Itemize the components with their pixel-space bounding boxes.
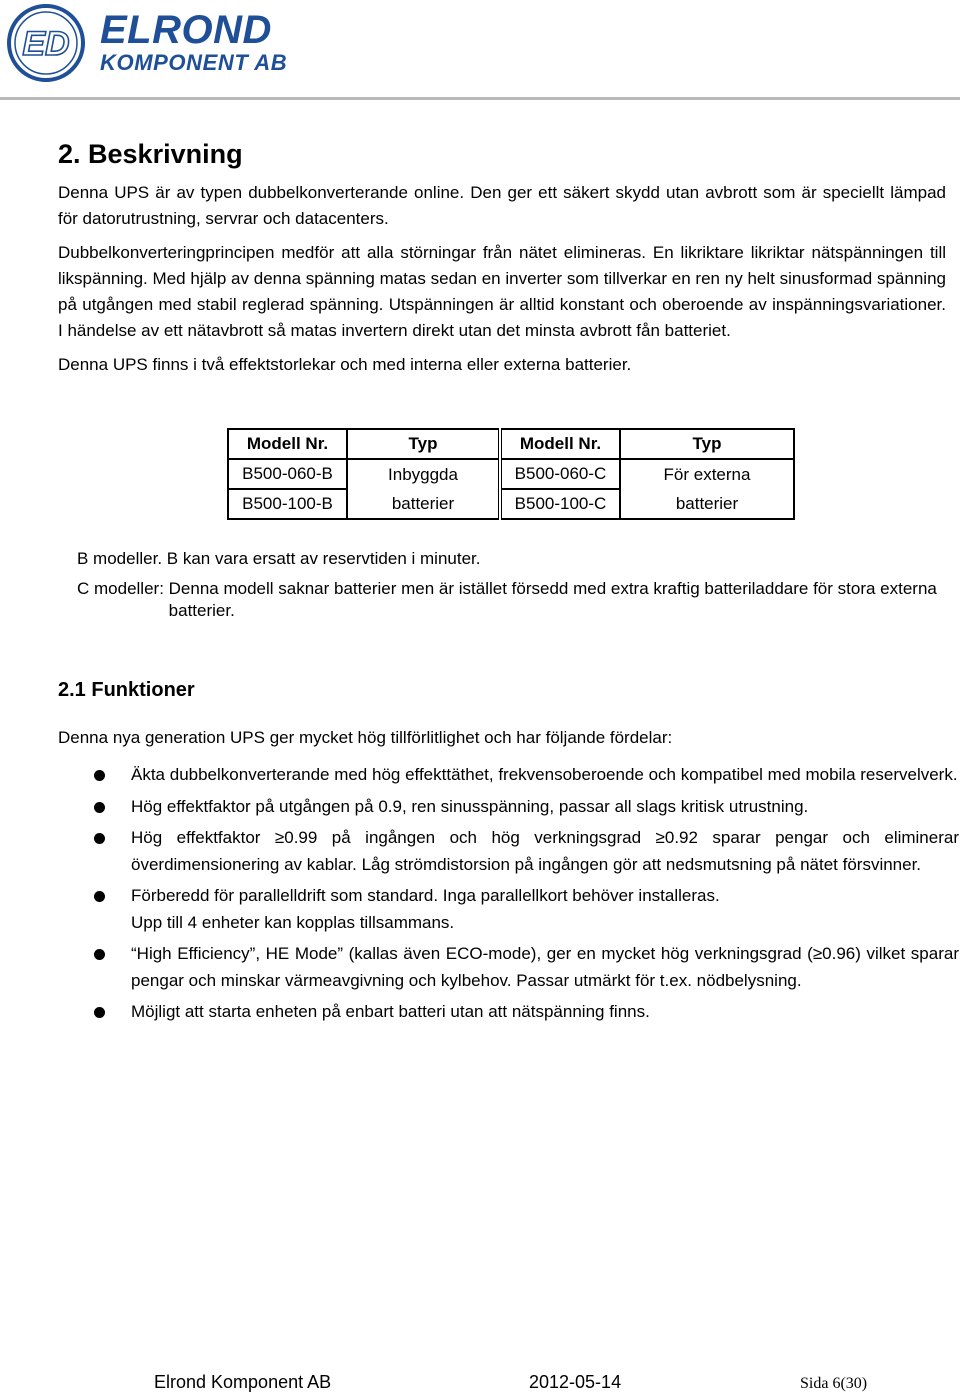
header-divider xyxy=(0,97,960,100)
subsection-title: 2.1 Funktioner xyxy=(58,679,195,701)
model-table xyxy=(227,428,795,520)
footer-company: Elrond Komponent AB xyxy=(154,1372,332,1392)
table-cell: För externa xyxy=(620,459,794,489)
list-item xyxy=(92,999,959,1026)
list-item-text: “High Efficiency”, HE Mode” (kallas även ECO-mode), ger en mycket hög verkningsgrad (≥0.96) vilket sparar pengar och minskar värmeavgivning och kylbehov. Passar utmärkt för t.ex. nödbelysning. xyxy=(131,944,959,990)
note-c-models xyxy=(77,578,960,622)
list-item xyxy=(92,762,959,789)
page-footer xyxy=(0,1372,960,1397)
table-header-cell: Modell Nr. xyxy=(500,429,620,459)
list-item-text: Upp till 4 enheter kan kopplas tillsammans. xyxy=(131,912,455,932)
brand-wordmark xyxy=(100,10,287,76)
list-item-text: Hög effektfaktor ≥0.99 på ingången och hög verkningsgrad ≥0.92 sparar pengar och eliminerar överdimensionering av kablar. Låg strömdistorsion på ingången gör att nedsmutsning på nätet försvinner. xyxy=(131,828,959,874)
note-b-models xyxy=(77,548,960,570)
list-item xyxy=(92,941,959,994)
note-label: B modeller. xyxy=(77,549,163,568)
list-item xyxy=(92,825,959,878)
paragraph-variants: Denna UPS finns i två effektstorlekar och med interna eller externa batterier. xyxy=(58,355,632,374)
footer-page-number: Sida 6(30) xyxy=(800,1375,868,1392)
model-table-container xyxy=(227,428,795,520)
list-item-text: Möjligt att starta enheten på enbart batteri utan att nätspänning finns. xyxy=(131,1002,650,1021)
table-header-row xyxy=(228,429,794,459)
table-cell: batterier xyxy=(620,489,794,519)
table-cell: B500-060-C xyxy=(500,459,620,489)
brand-name: ELROND xyxy=(100,8,272,52)
bullet-icon xyxy=(94,1007,105,1018)
paragraph-intro: Denna UPS är av typen dubbelkonverterande online. Den ger ett säkert skydd utan avbrott som är speciellt lämpad för datorutrustning, servrar och datacenters. xyxy=(58,183,946,228)
footer-date: 2012-05-14 xyxy=(529,1372,622,1392)
page-header xyxy=(0,0,960,100)
list-item-text: Äkta dubbelkonverterande med hög effekttäthet, frekvensoberoende och kompatibel med mobila reservelverk. xyxy=(131,765,958,784)
list-item xyxy=(92,794,959,821)
section-title: 2. Beskrivning xyxy=(58,139,243,169)
model-notes xyxy=(77,548,960,630)
table-header-cell: Typ xyxy=(620,429,794,459)
features-intro: Denna nya generation UPS ger mycket hög tillförlitlighet och har följande fördelar: xyxy=(58,728,673,747)
table-header-cell: Typ xyxy=(347,429,500,459)
note-label: C modeller: xyxy=(77,579,164,598)
list-item-text: Förberedd för parallelldrift som standard. Inga parallellkort behöver installeras. xyxy=(131,886,720,905)
list-item xyxy=(92,883,959,936)
note-text: B kan vara ersatt av reservtiden i minuter. xyxy=(166,549,481,568)
table-cell: B500-060-B xyxy=(228,459,347,489)
bullet-icon xyxy=(94,802,105,813)
table-cell: Inbyggda xyxy=(347,459,500,489)
note-text: Denna modell saknar batterier men är istället försedd med extra kraftig batteriladdare för stora externa batterier. xyxy=(168,579,937,620)
bullet-icon xyxy=(94,770,105,781)
table-row xyxy=(228,489,794,519)
bullet-icon xyxy=(94,949,105,960)
table-cell: B500-100-B xyxy=(228,489,347,519)
brand-subname: KOMPONENT AB xyxy=(100,50,288,75)
bullet-icon xyxy=(94,833,105,844)
description-section xyxy=(58,138,946,378)
bullet-icon xyxy=(94,891,105,902)
features-list xyxy=(92,762,959,1031)
table-cell: B500-100-C xyxy=(500,489,620,519)
list-item-text: Hög effektfaktor på utgången på 0.9, ren sinusspänning, passar all slags kritisk utrustning. xyxy=(131,796,809,816)
table-row xyxy=(228,459,794,489)
paragraph-principle: Dubbelkonverteringprincipen medför att alla störningar från nätet elimineras. En likriktare likriktar nätspänningen till likspänning. Med hjälp av denna spänning matas sedan en inverter som tillverkar en ren ny helt sinusformad spänning på utgången med stabil reglerad spänning. Utspänningen är alltid konstant och oberoende av inspänningsvariationer. I händelse av ett nätavbrott så matas invertern direkt utan det minsta avbrott fån batteriet. xyxy=(58,243,946,340)
table-header-cell: Modell Nr. xyxy=(228,429,347,459)
table-cell: batterier xyxy=(347,489,500,519)
svg-text:ED: ED xyxy=(22,25,70,63)
elrond-logo-icon xyxy=(6,3,86,83)
